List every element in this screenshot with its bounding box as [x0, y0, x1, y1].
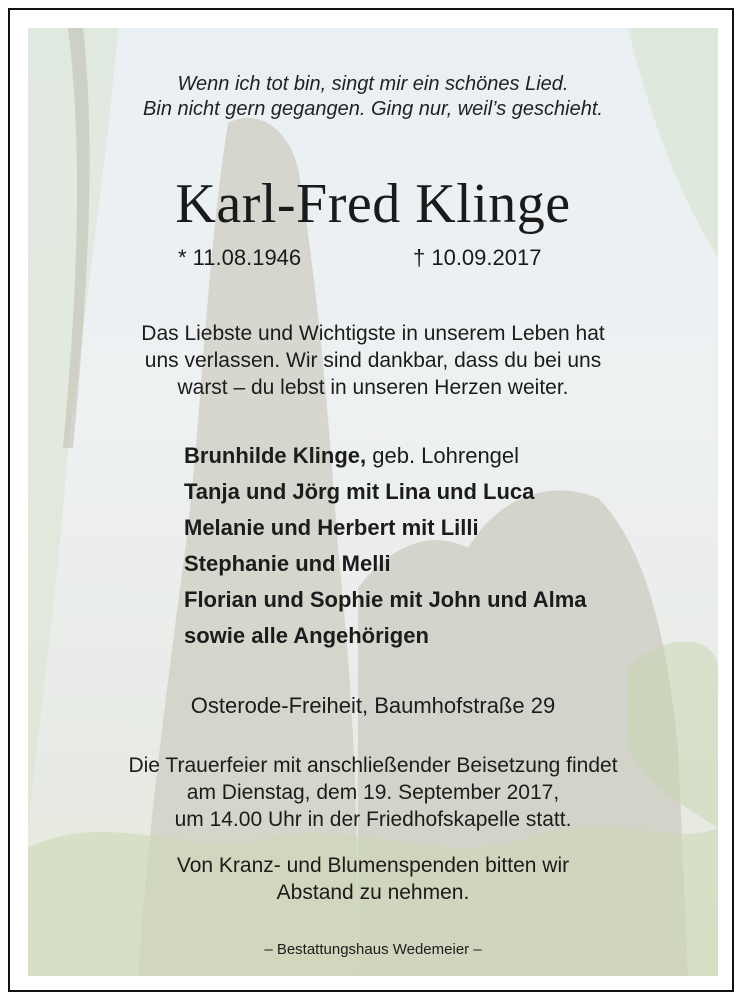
family-item: Florian und Sophie mit John und Alma: [184, 587, 587, 612]
family-item: Melanie und Herbert mit Lilli: [184, 515, 479, 540]
death-date: † 10.09.2017: [413, 245, 542, 270]
family-item: [184, 438, 587, 474]
service-details: [48, 752, 698, 833]
motto: [28, 72, 718, 122]
birth-date: * 11.08.1946: [178, 245, 302, 270]
notice-text: [28, 28, 718, 976]
address: Osterode-Freiheit, Baumhofstraße 29: [190, 693, 556, 718]
service-line: Die Trauerfeier mit anschließender Beisetzung findet: [128, 754, 618, 777]
tribute-line: uns verlassen. Wir sind dankbar, dass du bei uns: [144, 349, 602, 372]
tribute-line: Das Liebste und Wichtigste in unserem Leben hat: [141, 322, 605, 345]
motto-line: Wenn ich tot bin, singt mir ein schönes Lied.: [177, 73, 569, 95]
motto-line: Bin nicht gern gegangen. Ging nur, weil’s geschieht.: [143, 98, 603, 120]
flowers-line: Abstand zu nehmen.: [276, 881, 470, 904]
undertaker: – Bestattungshaus Wedemeier –: [264, 941, 482, 958]
flowers-line: Von Kranz- und Blumenspenden bitten wir: [176, 854, 570, 877]
service-line: am Dienstag, dem 19. September 2017,: [186, 781, 560, 804]
tribute-text: [68, 320, 678, 401]
service-line: um 14.00 Uhr in der Friedhofskapelle statt.: [174, 808, 572, 831]
flowers-request: [48, 852, 698, 906]
family-item: sowie alle Angehörigen: [184, 623, 429, 648]
family-list: [184, 438, 587, 654]
family-item: Stephanie und Melli: [184, 551, 391, 576]
maiden-name: geb. Lohrengel: [372, 443, 520, 468]
family-item: Tanja und Jörg mit Lina und Luca: [184, 479, 535, 504]
notice-frame: [8, 8, 734, 992]
deceased-name: Karl-Fred Klinge: [175, 173, 571, 235]
family-name: Brunhilde Klinge,: [184, 443, 367, 468]
tribute-line: warst – du lebst in unseren Herzen weiter.: [177, 376, 569, 399]
